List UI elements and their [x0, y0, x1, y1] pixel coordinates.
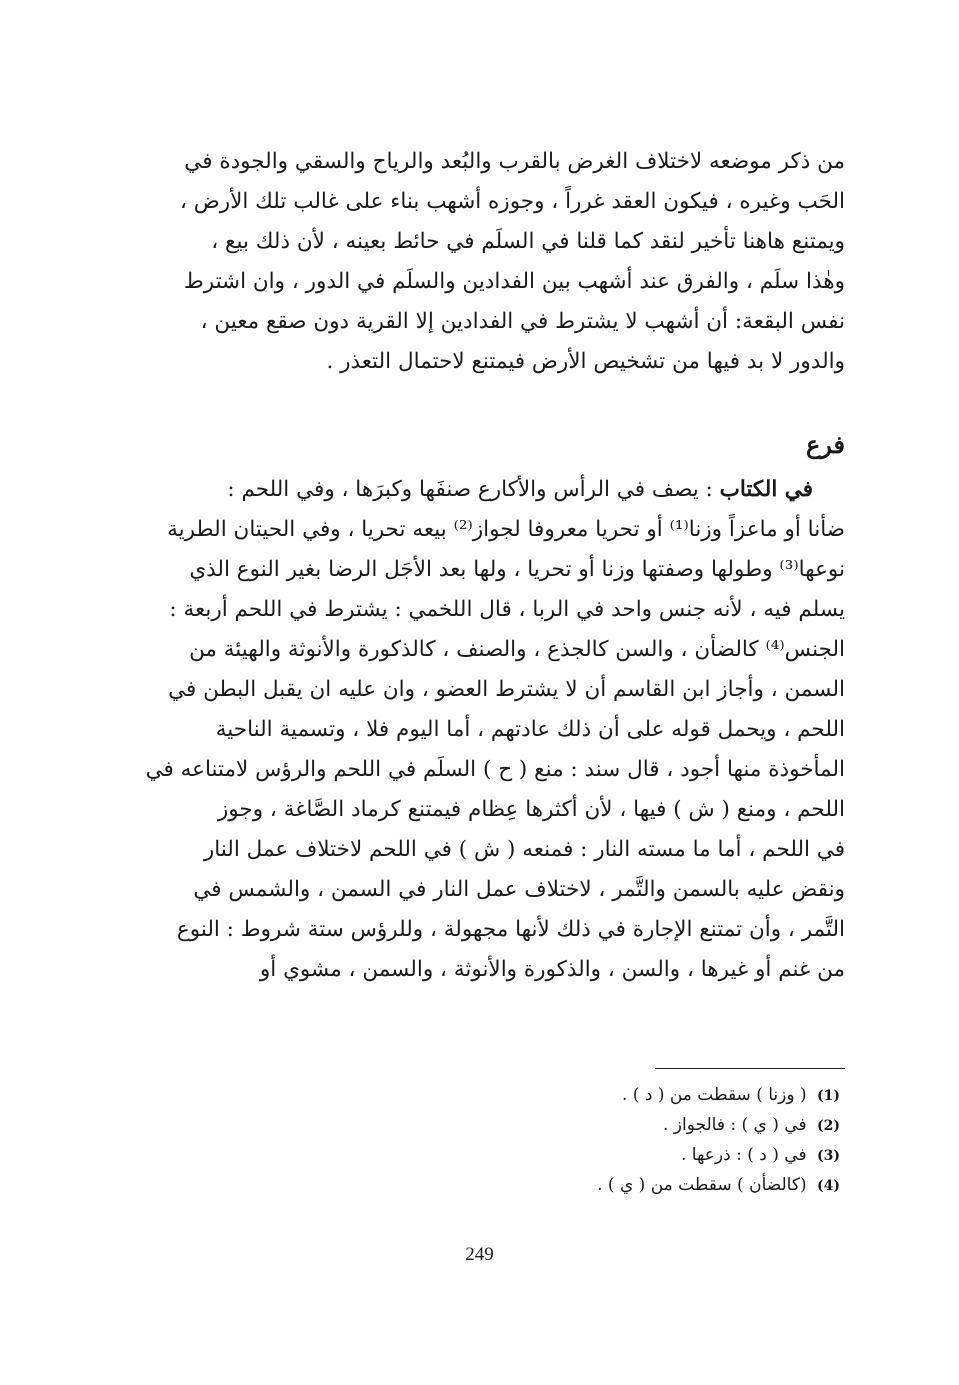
- text-line: نفس البقعة: أن أشهب لا يشترط في الفدادين إلا القرية دون صقع معين ،: [200, 309, 845, 334]
- footnote-text: في ( ي ) : فالجواز .: [662, 1115, 807, 1135]
- text-line: ضأنا أو ماعزاً وزنا⁽¹⁾ أو تحريا معروفا لجواز⁽²⁾ بيعه تحريا ، وفي الحيتان الطرية: [167, 517, 845, 542]
- text-line: ونقض عليه بالسمن والتَّمر ، لاختلاف عمل النار في السمن ، والشمس في: [193, 877, 845, 902]
- text-line: المأخوذة منها أجود ، قال سند : منع ( ح ) السلَم في اللحم والرؤس لامتناعه في: [145, 757, 845, 782]
- footnote-divider: [655, 1068, 845, 1069]
- text-line: الحَب وغيره ، فيكون العقد غرراً ، وجوزه أشهب بناء على غالب تلك الأرض ،: [179, 189, 845, 214]
- footnote-text: (كالضأن ) سقطت من ( ي ) .: [597, 1175, 807, 1195]
- footnote-number: (2): [817, 1118, 840, 1134]
- text-line: ويمتنع هاهنا تأخير لنقد كما قلنا في السلَم في حائط بعينه ، لأن ذلك بيع ،: [211, 229, 845, 254]
- footnote-number: (1): [817, 1088, 840, 1104]
- text-line: السمن ، وأجاز ابن القاسم أن لا يشترط العضو ، وان عليه ان يقبل البطن في: [168, 677, 845, 702]
- text-line: يسلم فيه ، لأنه جنس واحد في الربا ، قال اللخمي : يشترط في اللحم أربعة :: [169, 597, 845, 622]
- text-line: من غنم أو غيرها ، والسن ، والذكورة والأنوثة ، والسمن ، مشوي أو: [259, 957, 845, 982]
- text-line: اللحم ، ومنع ( ش ) فيها ، لأن أكثرها عِظام فيمتنع كرماد الصَّاغة ، وجوز: [217, 797, 845, 822]
- footnote: [360, 1170, 840, 1200]
- footnote: [360, 1140, 840, 1170]
- footnote: [360, 1110, 840, 1140]
- footnote-text: في ( د ) : ذرعها .: [680, 1145, 807, 1165]
- page-number: 249: [465, 1244, 494, 1265]
- text-line: الجنس⁽⁴⁾ كالضأن ، والسن كالجذع ، والصنف ، كالذكورة والأنوثة والهيئة من: [189, 637, 845, 662]
- text-line: والدور لا بد فيها من تشخيص الأرض فيمتنع لاحتمال التعذر .: [326, 349, 845, 374]
- text-line: من ذكر موضعه لاختلاف الغرض بالقرب والبُعد والرياح والسقي والجودة في: [184, 149, 845, 174]
- paragraph-2: [145, 470, 845, 990]
- section-heading: فرع: [805, 430, 845, 459]
- footnote: [360, 1080, 840, 1110]
- lead-phrase: في الكتاب: [719, 477, 813, 502]
- text-line: التَّمر ، وأن تمتنع الإجارة في ذلك لأنها مجهولة ، وللرؤس ستة شروط : النوع: [176, 917, 845, 942]
- text-line: في اللحم ، أما ما مسته النار : فمنعه ( ش ) في اللحم لاختلاف عمل النار: [203, 837, 845, 862]
- text-line: نوعها⁽³⁾ وطولها وصفتها وزنا أو تحريا ، ولها بعد الأجَل الرضا بغير النوع الذي: [189, 557, 845, 582]
- footnotes: [360, 1080, 840, 1200]
- lead-continuation: : يصف في الرأس والأكارع صنفَها وكبرَها ، وفي اللحم :: [227, 477, 720, 502]
- footnote-number: (3): [817, 1148, 840, 1164]
- paragraph-1: [145, 142, 845, 382]
- text-line: اللحم ، ويحمل قوله على أن ذلك عادتهم ، أما اليوم فلا ، وتسمية الناحية: [215, 717, 845, 742]
- footnote-text: ( وزنا ) سقطت من ( د ) .: [622, 1085, 807, 1105]
- text-line: وهٰذا سلَم ، والفرق عند أشهب بين الفدادين والسلَم في الدور ، وان اشترط: [183, 269, 845, 294]
- footnote-number: (4): [817, 1178, 840, 1194]
- text-line-first: [145, 470, 845, 510]
